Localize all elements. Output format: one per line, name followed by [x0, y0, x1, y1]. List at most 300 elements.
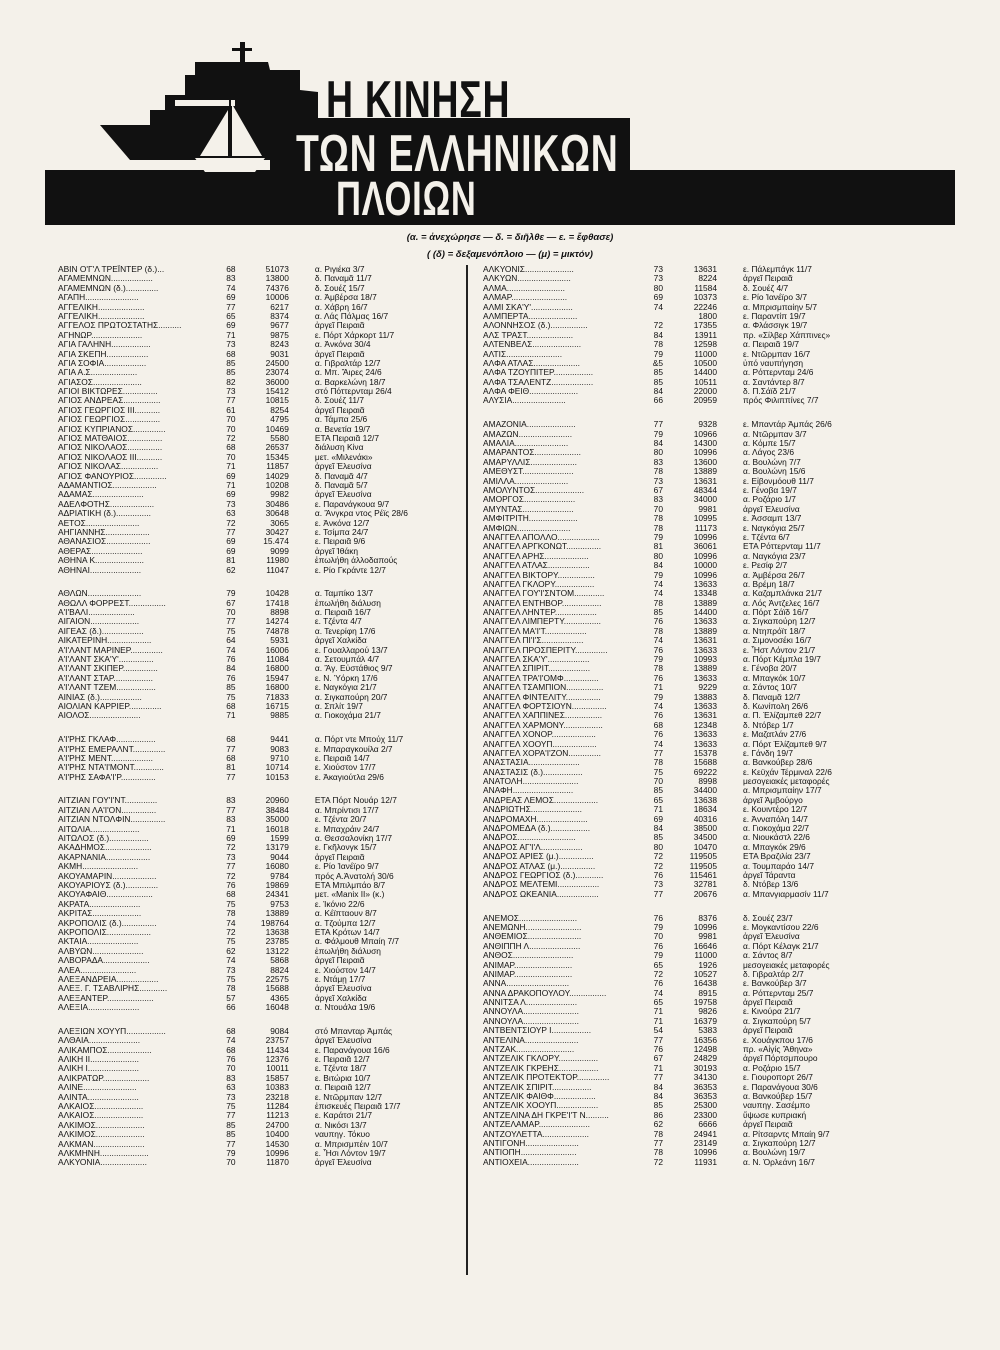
built-year: 72 — [226, 871, 236, 881]
tonnage: 10011 — [266, 1064, 289, 1074]
status: ε. Ντῶρμπαν 12/7 — [314, 1092, 383, 1102]
built-year: 77 — [653, 420, 663, 430]
ship-group — [483, 914, 883, 1168]
built-year: 76 — [226, 673, 236, 683]
ship-name: ΑΛΚΙΜΟΣ..................... — [58, 1120, 145, 1130]
ship-row — [483, 552, 883, 561]
built-year: 78 — [653, 664, 663, 674]
ship-row — [58, 340, 453, 349]
ship-name: Α'Ι'ΡΗΣ ΜΕΝΤ.................. — [58, 753, 153, 763]
ship-row — [483, 923, 883, 932]
ship-row — [58, 396, 453, 405]
ship-name: ΑΝΘΕΜΙΟΣ....................... — [483, 932, 582, 942]
legend-line-1: (α. = ἀνεχώρησε — δ. = διῆλθε — ε. = ἔφθασε) — [406, 232, 614, 243]
ship-row — [483, 359, 883, 368]
ship-name: Α'Ι'ΛΑΝΤ ΜΑΡΙΝΕΡ.............. — [58, 645, 163, 655]
built-year: 62 — [226, 565, 236, 575]
ship-row — [483, 533, 883, 542]
ship-row — [483, 843, 883, 852]
tonnage: 13633 — [693, 701, 717, 711]
ship-name: ΑΓΙΑ ΣΟΦΙΑ.................. — [58, 358, 147, 368]
ship-row — [483, 561, 883, 570]
ship-row — [58, 1111, 453, 1120]
tonnage: 4365 — [270, 993, 289, 1003]
ship-name: ΑΝΑΓΓΕΛ ΧΑΡΜΟΝΥ................. — [483, 720, 603, 730]
ship-name: ΑΝΑΓΓΕΛ ΑΡΓΚΟΝΩΤ............... — [483, 542, 602, 552]
tonnage: 15688 — [693, 758, 717, 768]
ship-name: ΑΘΛΩΝ....................... — [58, 589, 142, 599]
status: ναυπηγ. Σασέμπο — [743, 1101, 810, 1111]
status: ἀργεῖ Ἐλευσίνα — [314, 490, 372, 500]
status: α. Σαντάντερ 8/7 — [743, 377, 805, 387]
tonnage: 8915 — [698, 988, 717, 998]
ship-name: ΑΛΕΞΙΩΝ ΧΟΥΥΠ................. — [58, 1026, 166, 1036]
tonnage: 24341 — [265, 890, 289, 900]
tonnage: 10996 — [693, 922, 717, 932]
built-year: 77 — [226, 805, 236, 815]
ship-name: ΑΚΤΑΙΑ...................... — [58, 937, 139, 947]
ship-name: ΑΝΙΜΑΡ......................... — [483, 969, 573, 979]
title-line-1: Η ΚΙΝΗΣΗ — [326, 71, 511, 129]
status: δ. Σουέζ 11/7 — [314, 396, 365, 406]
ship-name: ΑΓΑΜΕΜΝΩΝ.................. — [58, 274, 153, 284]
status: ε. Παρανάγκουα 9/7 — [314, 499, 390, 509]
tonnage: 10500 — [693, 358, 717, 368]
tonnage: 11284 — [266, 1101, 289, 1111]
built-year: 85 — [653, 833, 663, 843]
status: ἀργεῖ Πειραιᾶ — [314, 852, 365, 862]
built-year: 71 — [226, 824, 236, 834]
tonnage: 10153 — [265, 772, 289, 782]
tonnage: 12348 — [693, 720, 717, 730]
ship-name: ΑΝΝΙΤΣΑ Λ...................... — [483, 998, 578, 1008]
ship-row — [483, 617, 883, 626]
status: α. Κέϊπταουν 8/7 — [314, 909, 377, 919]
tonnage: 15688 — [265, 984, 289, 994]
ship-name: ΑΕΤΟΣ....................... — [58, 518, 140, 528]
tonnage: 13883 — [693, 692, 717, 702]
built-year: 76 — [653, 1045, 663, 1055]
ship-name: ΑΛΙΚΡΑΤΩΡ.................... — [58, 1073, 150, 1083]
status: δ. Π.Σάϊδ 21/7 — [743, 387, 796, 397]
status: α. Ρόττερνταμ 25/7 — [743, 988, 814, 998]
built-year: 77 — [653, 1138, 663, 1148]
ship-name: ΑΝΤΖΑΚ......................... — [483, 1045, 575, 1055]
status: ε. Γουαλλαρού 13/7 — [314, 645, 388, 655]
built-year: 79 — [653, 429, 663, 439]
status: ἀργεῖ Πειραιᾶ — [314, 349, 365, 359]
ship-name: ΑΜΑΖΟΝΙΑ..................... — [483, 420, 576, 430]
ship-row — [58, 359, 453, 368]
tonnage: 13633 — [693, 617, 717, 627]
tonnage: 13633 — [693, 645, 717, 655]
status: δ. Ντόβερ 13/6 — [743, 880, 799, 890]
built-year: 74 — [653, 589, 663, 599]
ship-name: ΑΜΕΘΥΣΤ...................... — [483, 467, 574, 477]
ship-row — [58, 350, 453, 359]
status: ἀργεῖ Πειραιᾶ — [743, 1120, 793, 1130]
tonnage: 10996 — [265, 1148, 289, 1158]
status: μεσογειακές μεταφορές — [743, 777, 830, 787]
ship-row — [58, 636, 453, 645]
ship-row — [483, 768, 883, 777]
ship-name: ΑΔΡΙΑΤΙΚΗ (δ.)............... — [58, 509, 151, 519]
status: α. Πόρτ Κέμπλα 19/7 — [743, 655, 821, 665]
ship-group — [483, 265, 883, 406]
tonnage: 23785 — [265, 937, 289, 947]
status: α. Πειραιᾶ 19/7 — [743, 340, 800, 350]
tonnage: 9083 — [270, 744, 289, 754]
status: α. Γιβραλτάρ 12/7 — [314, 358, 381, 368]
built-year: 83 — [226, 815, 236, 825]
built-year: 85 — [226, 358, 236, 368]
built-year: 85 — [653, 786, 663, 796]
ship-name: ΑΝΑΓΓΕΛ ΓΟΥ'Ι'ΣΝΤΟΜ............. — [483, 589, 605, 599]
built-year: 85 — [653, 368, 663, 378]
tonnage: 10996 — [693, 1148, 717, 1158]
built-year: 68 — [226, 701, 236, 711]
ship-row — [483, 420, 883, 429]
built-year: 71 — [653, 805, 663, 815]
status: ε. Ρεσίφ 2/7 — [743, 561, 788, 571]
ship-name: ΑΚΟΥΑΦΑΙΘ.................... — [58, 890, 153, 900]
built-year: 84 — [653, 439, 663, 449]
built-year: 61 — [226, 405, 236, 415]
tonnage: 74878 — [265, 626, 289, 636]
ship-row — [483, 890, 883, 899]
ship-name: Α'Ι'ΡΗΣ ΓΚΛΑΦ................. — [58, 735, 156, 745]
status: ε. Τζέντα 4/7 — [314, 617, 362, 627]
ship-name: ΑΛΚΙΜΟΣ..................... — [58, 1130, 145, 1140]
status: α. Βαρκελώνη 18/7 — [314, 377, 386, 387]
tonnage: 6217 — [270, 302, 289, 312]
ship-name: ΑΘΑΝΑΣΙΟΣ................... — [58, 537, 151, 547]
tonnage: 11931 — [694, 1157, 717, 1167]
tonnage: 11173 — [694, 523, 717, 533]
status: α. Σετουμπάλ 4/7 — [314, 655, 380, 665]
built-year: 78 — [653, 340, 663, 350]
built-year: 68 — [226, 1045, 236, 1055]
ship-row — [483, 589, 883, 598]
built-year: 77 — [226, 862, 236, 872]
built-year: 68 — [226, 735, 236, 745]
tonnage: 9885 — [270, 711, 289, 721]
ship-row — [483, 1083, 883, 1092]
ship-name: ΑΛΤΙΣ........................ — [483, 349, 563, 359]
status: α. Φλάσσιγκ 19/7 — [743, 321, 808, 331]
tonnage: 12598 — [693, 340, 717, 350]
status: α. Σιγκαπούρη 12/7 — [743, 1138, 816, 1148]
built-year: 67 — [653, 1054, 663, 1064]
tonnage: 9784 — [270, 871, 289, 881]
tonnage: 34000 — [693, 495, 717, 505]
built-year: 71 — [653, 1063, 663, 1073]
ship-name: ΑΛΕΞΑΝΤΕΡ.................... — [58, 993, 154, 1003]
status: ἀργεῖ Πειραιᾶ — [743, 998, 793, 1008]
ship-row — [58, 1093, 453, 1102]
built-year: 77 — [226, 527, 236, 537]
status: ε. Ἀνναπόλη 14/7 — [743, 814, 808, 824]
tonnage: 14300 — [693, 439, 717, 449]
ship-row — [483, 786, 883, 795]
ship-row — [483, 683, 883, 692]
ship-name: ΑΝΑΓΓΕΛ ΧΟΝΟΡ................... — [483, 730, 596, 740]
tonnage: 51073 — [265, 265, 289, 274]
status: ἀργεῖ Πειραιᾶ — [314, 405, 365, 415]
tonnage: 15.474 — [263, 537, 289, 547]
ship-name: ΑΛΙΝΕ....................... — [58, 1083, 137, 1093]
ship-row — [58, 843, 453, 852]
ship-row — [483, 312, 883, 321]
status: ε. Χιούστον 17/7 — [314, 763, 376, 773]
ship-group — [483, 420, 883, 899]
tonnage: 13889 — [693, 626, 717, 636]
ship-name: ΑΓΙΟΣ ΝΙΚΟΛΑΣ................ — [58, 462, 159, 472]
ship-name: ΑΚΜΗ........................ — [58, 862, 139, 872]
tonnage: 12498 — [693, 1045, 717, 1055]
ship-name: ΑΔΕΛΦΟΤΗΣ................... — [58, 499, 155, 509]
built-year: 74 — [653, 579, 663, 589]
built-year: 77 — [226, 302, 236, 312]
status: δ. Σουέζ 23/7 — [743, 913, 793, 923]
status: ἀργεῖ Πειραιᾶ — [743, 1026, 793, 1036]
tonnage: 20959 — [693, 396, 717, 406]
built-year: 67 — [653, 485, 663, 495]
status: ε. Κεϋχάν Τέρμιναλ 22/6 — [743, 767, 832, 777]
status: ἀργεῖ Ἐλευσίνα — [314, 1158, 372, 1168]
ship-row — [58, 425, 453, 434]
ship-name: ΑΚΡΟΠΟΛΙΣ (δ.)............... — [58, 918, 157, 928]
status: ἀργεῖ Πειραιᾶ — [314, 321, 365, 331]
ship-row — [483, 833, 883, 842]
ship-row — [483, 655, 883, 664]
tonnage: 9031 — [270, 349, 289, 359]
built-year: 66 — [653, 396, 663, 406]
status: ε. Τσίμπα 24/7 — [314, 527, 369, 537]
built-year: 64 — [226, 636, 236, 646]
built-year: 83 — [226, 1073, 236, 1083]
status: α. Σιγκαπούρη 12/7 — [743, 617, 816, 627]
tonnage: 3065 — [270, 518, 289, 528]
ship-name: ΑΛΘΑΙΑ...................... — [58, 1036, 141, 1046]
tonnage: 16646 — [693, 941, 717, 951]
status: α. Σάντος 10/7 — [743, 683, 798, 693]
status: α. Βανκούβερ 28/6 — [743, 758, 813, 768]
status: ἀργεῖ Ἐλευσίνα — [743, 504, 800, 514]
status: ε. Μπαντάρ Ἀμπάς 26/6 — [743, 420, 832, 430]
status: διάλυση Κίνα — [314, 443, 364, 453]
ship-row — [58, 462, 453, 471]
ship-name: ΑΛΚΥΩΝ....................... — [483, 274, 571, 284]
status: α. Βανκούβερ 15/7 — [743, 1091, 813, 1101]
built-year: 62 — [226, 946, 236, 956]
status: στό Μπανταρ Ἀμπάς — [314, 1026, 393, 1036]
built-year: 74 — [226, 645, 236, 655]
ship-name: ΑΝΑΓΓΕΛ ΑΠΟΛΛΟ.................. — [483, 532, 600, 542]
status: ὑπό ναυπήγηση — [743, 358, 804, 368]
ship-name: ΑΝΔΡΟΣ ΜΕΛΤΕΜΙ.................. — [483, 880, 600, 890]
tonnage: 34130 — [693, 1073, 717, 1083]
status: ε. Παρανάγουα 30/6 — [743, 1082, 818, 1092]
ship-row — [483, 542, 883, 551]
status: α. Ναγκόγια 23/7 — [743, 551, 806, 561]
ship-name: ΑΓΗΝΩΡ...................... — [58, 330, 143, 340]
status: ε. Μπαραγκουίλα 2/7 — [314, 744, 393, 754]
ship-row — [483, 998, 883, 1007]
status: δ. Παναμᾶ 12/7 — [743, 692, 801, 702]
built-year: 75 — [226, 692, 236, 702]
tonnage: 20676 — [693, 889, 717, 899]
tonnage: 14274 — [265, 617, 289, 627]
tonnage: 30193 — [693, 1063, 717, 1073]
ship-name: ΑΓΙΟΣ ΝΙΚΟΛΑΟΣ............... — [58, 443, 163, 453]
status: ἀργεῖ Χαλκίδα — [314, 993, 367, 1003]
ship-name: ΑΚΡΑΤΑ...................... — [58, 899, 141, 909]
tonnage: 10815 — [265, 396, 289, 406]
status: ε. Κινούρα 21/7 — [743, 1007, 801, 1017]
ship-name: ΑΓΙΟΣ ΦΑΝΟΥΡΙΟΣ.............. — [58, 471, 167, 481]
built-year: 85 — [653, 377, 663, 387]
built-year: 78 — [653, 758, 663, 768]
built-year: 78 — [226, 909, 236, 919]
ship-name: Α'Ι'ΡΗΣ ΝΤΑ'Ι'ΜΟΝΤ............. — [58, 763, 164, 773]
ship-row — [58, 975, 453, 984]
ship-name: Α'Ι'ΛΑΝΤ ΤΖΕΜ................. — [58, 683, 156, 693]
ship-row — [58, 1140, 453, 1149]
status: α. Πειραιᾶ 12/7 — [314, 1083, 371, 1093]
ship-row — [483, 932, 883, 941]
built-year: 66 — [226, 1003, 236, 1013]
status: α. Τενερίφη 17/6 — [314, 626, 376, 636]
built-year: 73 — [226, 965, 236, 975]
tonnage: 13889 — [693, 467, 717, 477]
status: ε. Πόρτ Χάρκορτ 11/7 — [314, 330, 395, 340]
tonnage: 8376 — [698, 913, 717, 923]
built-year: 73 — [653, 274, 663, 284]
ship-row — [58, 900, 453, 909]
ship-name: ΑΙΚΑΤΕΡΙΝΗ................... — [58, 636, 152, 646]
built-year: 84 — [653, 561, 663, 571]
ship-row — [58, 796, 453, 805]
status: ἀργεῖ Ἐλευσίνα — [314, 984, 372, 994]
ship-row — [58, 834, 453, 843]
ship-row — [58, 1102, 453, 1111]
tonnage: 9099 — [270, 546, 289, 556]
tonnage: 15857 — [265, 1073, 289, 1083]
ship-row — [58, 754, 453, 763]
status: α. Ρίτσαρντς Μπαίη 9/7 — [743, 1129, 830, 1139]
ship-name: ΑΙΓΑΙΟΝ..................... — [58, 617, 140, 627]
tonnage: 10470 — [693, 842, 717, 852]
status: α. Τουμπαράο 14/7 — [743, 861, 814, 871]
status: α. Καζαμπλάνκα 21/7 — [743, 589, 823, 599]
built-year: 70 — [653, 777, 663, 787]
tonnage: 10993 — [693, 655, 717, 665]
tonnage: 13631 — [693, 265, 717, 274]
ship-name: ΑΝΘΟΣ.......................... — [483, 951, 574, 961]
ship-name: ΑΙΤΖΙΑΝ ΓΟΥ'Ι'ΝΤ.............. — [58, 796, 158, 806]
status: δ. Παναμᾶ 5/7 — [314, 480, 368, 490]
ship-name: ΑΛΙΚΑΜΠΟΣ................... — [58, 1045, 152, 1055]
built-year: 69 — [226, 293, 236, 303]
tonnage: 10511 — [694, 377, 717, 387]
status: α. Ἀμβέρσα 26/7 — [743, 570, 805, 580]
status: α. Μπρίντισι 17/7 — [314, 805, 379, 815]
tonnage: 9753 — [270, 899, 289, 909]
ship-row — [58, 947, 453, 956]
built-year: 68 — [226, 349, 236, 359]
status: ἀργεῖ Ἐλευσίνα — [314, 462, 372, 472]
ship-name: ΑΚΟΥΑΜΑΡΙΝ................... — [58, 871, 157, 881]
ship-name: ΑΝΑΓΓΕΛ ΠΡΟΣΠΕΡΙΤΥ.............. — [483, 645, 608, 655]
ship-row — [483, 1045, 883, 1054]
ship-row — [58, 1149, 453, 1158]
ship-row — [483, 571, 883, 580]
tonnage: 16438 — [693, 979, 717, 989]
ship-name: ΑΘΕΡΑΣ...................... — [58, 546, 143, 556]
built-year: 70 — [226, 452, 236, 462]
tonnage: 34500 — [693, 833, 717, 843]
built-year: 85 — [226, 1130, 236, 1140]
ship-name: ΑΝΑΓΓΕΛ ΓΚΛΟΡΥ................. — [483, 579, 595, 589]
ship-name: ΑΝΤΙΟΠΗ........................ — [483, 1148, 577, 1158]
tonnage: 13889 — [693, 664, 717, 674]
built-year: 69 — [653, 293, 663, 303]
ship-row — [483, 396, 883, 405]
status: ε. Βανκούβερ 3/7 — [743, 979, 807, 989]
tonnage: 24941 — [693, 1129, 717, 1139]
ship-row — [483, 989, 883, 998]
ship-row — [58, 434, 453, 443]
ship-name: ΑΝΤΖΟΥΛΕΤΤΑ.................... — [483, 1129, 589, 1139]
status: δ. Κωνίπολη 26/6 — [743, 701, 809, 711]
built-year: 75 — [226, 626, 236, 636]
built-year: &5 — [652, 358, 663, 368]
built-year: 72 — [226, 843, 236, 853]
ship-name: ΑΛΜΙ ΣΚΑ'Υ'.................. — [483, 302, 573, 312]
ship-row — [58, 655, 453, 664]
status: α. Νικόσι 13/7 — [314, 1120, 367, 1130]
status: ΕΤΑ Βραζιλία 23/7 — [743, 852, 811, 862]
status: πρ. «Αἰγίς Ἄθηνα» — [743, 1045, 813, 1055]
ship-name: ΑΛΚΑΙΟΣ..................... — [58, 1111, 144, 1121]
status: ναυπηγ. Τόκυο — [314, 1130, 370, 1140]
left-column — [58, 265, 453, 1182]
built-year: 65 — [226, 311, 236, 321]
built-year: 65 — [653, 795, 663, 805]
built-year: 77 — [653, 889, 663, 899]
ship-row — [58, 556, 453, 565]
ship-name: ΑΝΑΓΓΕΛ ΧΟΡΑ'Ι'ΖΟΝ.............. — [483, 748, 601, 758]
ship-row — [483, 815, 883, 824]
status: α. Σιγκαπούρη 20/7 — [314, 692, 388, 702]
ship-row — [58, 702, 453, 711]
built-year: 77 — [653, 748, 663, 758]
ship-row — [483, 486, 883, 495]
built-year: 79 — [653, 532, 663, 542]
built-year: 80 — [653, 283, 663, 293]
status: ἐπισκευές Πειραιᾶ 17/7 — [314, 1101, 401, 1111]
ship-name: ΑΝΑΓΓΕΛ ΣΚΑ'Υ'.................. — [483, 655, 590, 665]
status: α. Ἄγ. Εὐστάθιος 9/7 — [314, 664, 393, 674]
status: α. Ντῶρμπαν 3/7 — [743, 429, 807, 439]
ship-row — [58, 890, 453, 899]
ship-name: ΑΝΤΖΕΛΑΜΑΡ...................... — [483, 1120, 590, 1130]
built-year: 69 — [653, 814, 663, 824]
ship-row — [58, 1064, 453, 1073]
built-year: 76 — [226, 655, 236, 665]
ship-row — [58, 627, 453, 636]
